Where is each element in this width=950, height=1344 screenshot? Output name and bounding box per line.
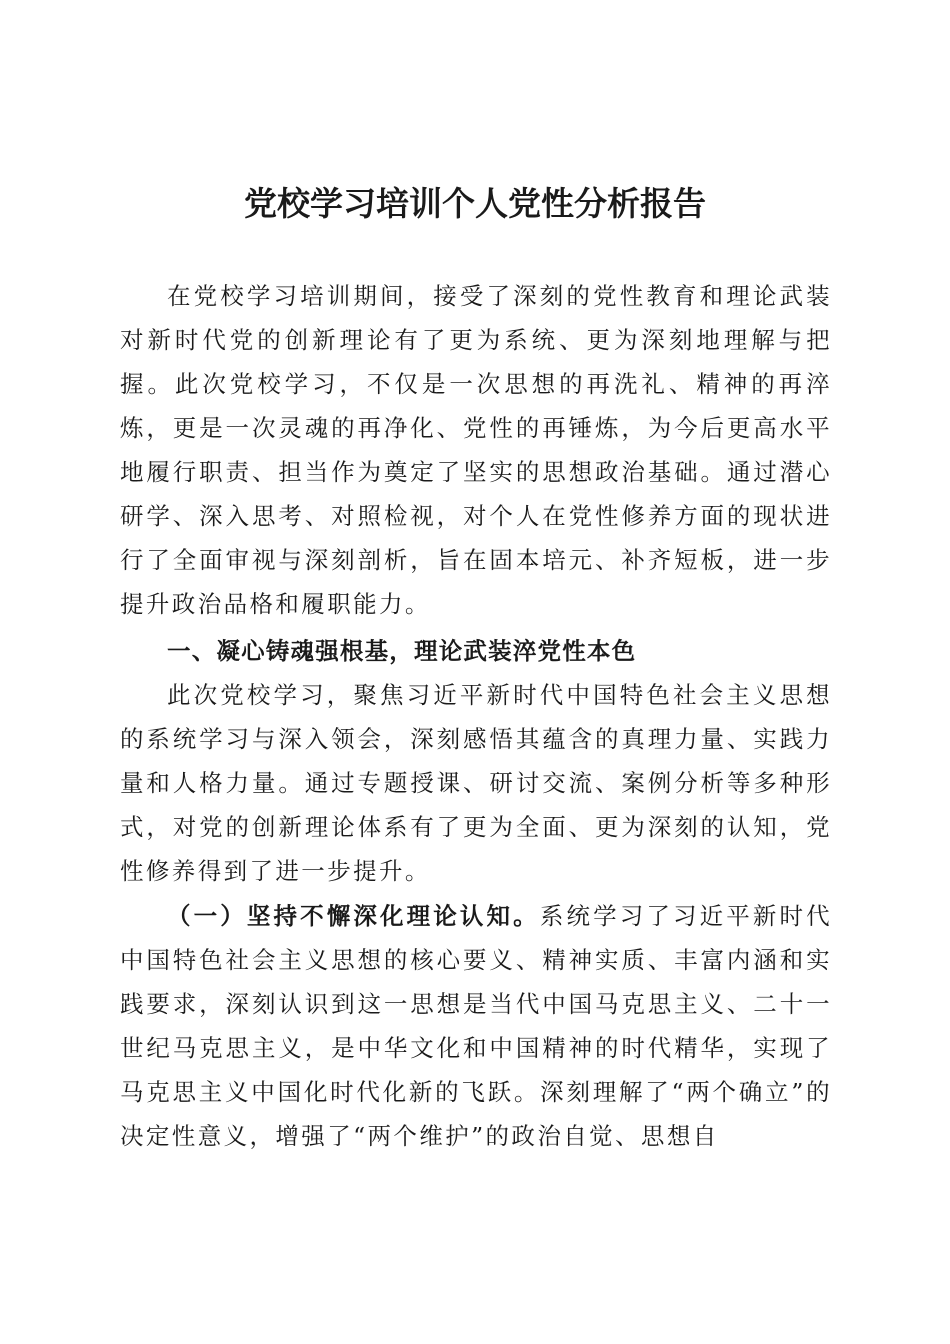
subsection-1-text: 系统学习了习近平新时代中国特色社会主义思想的核心要义、精神实质、丰富内涵和实践要求，深刻认识到这一思想是当代中国马克思主义、二十一世纪马克思主义，是中华文化和中国精神的时代精华，实现了马克思主义中国化时代化新的飞跃。深刻理解了“两个确立”的决定性意义，增强了“两个维护”的政治自觉、思想自 [120, 902, 832, 1150]
section-1-heading: 一、凝心铸魂强根基，理论武装淬党性本色 [167, 637, 637, 665]
section-1-paragraph: 此次党校学习，聚焦习近平新时代中国特色社会主义思想的系统学习与深入领会，深刻感悟其蕴含的真理力量、实践力量和人格力量。通过专题授课、研讨交流、案例分析等多种形式，对党的创新理论体系有了更为全面、更为深刻的认知，党性修养得到了进一步提升。 [120, 681, 832, 885]
document-title: 党校学习培训个人党性分析报告 [244, 184, 706, 223]
subsection-1-heading: （一）坚持不懈深化理论认知。 [167, 902, 540, 930]
subsection-1-paragraph [120, 894, 832, 1158]
intro-paragraph: 在党校学习培训期间，接受了深刻的党性教育和理论武装对新时代党的创新理论有了更为系统、更为深刻地理解与把握。此次党校学习，不仅是一次思想的再洗礼、精神的再淬炼，更是一次灵魂的再净化、党性的再锤炼，为今后更高水平地履行职责、担当作为奠定了坚实的思想政治基础。通过潜心研学、深入思考、对照检视，对个人在党性修养方面的现状进行了全面审视与深刻剖析，旨在固本培元、补齐短板，进一步提升政治品格和履职能力。 [120, 282, 832, 618]
